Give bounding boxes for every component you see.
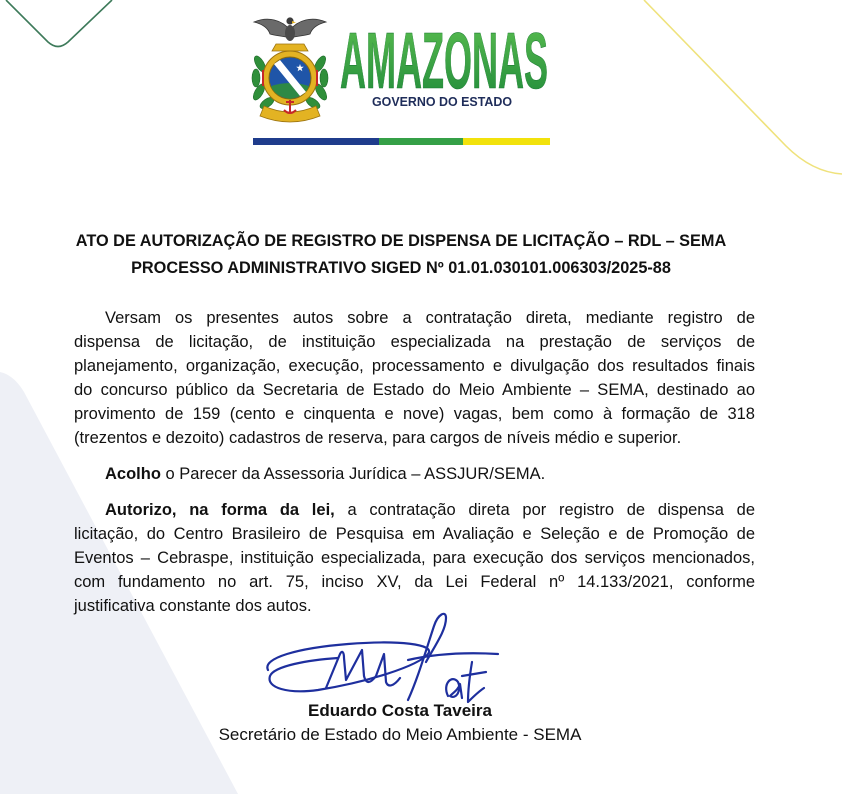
wordmark-text: AMAZONAS — [340, 26, 548, 105]
color-bar-green — [379, 138, 463, 145]
process-number: PROCESSO ADMINISTRATIVO SIGED Nº 01.01.030101.006303/2025-88 — [131, 259, 671, 277]
bold-lead: Acolho — [105, 465, 161, 483]
text-run: o Parecer da Assessoria Jurídica – ASSJUR/SEMA. — [165, 465, 546, 483]
handwritten-signature-icon — [258, 604, 504, 708]
signatory-name: Eduardo Costa Taveira — [308, 701, 492, 720]
text-line: licitação, do Centro Brasileiro de Pesquisa em Avaliação e Seleção e de Promoção de — [74, 525, 755, 543]
text-line — [105, 498, 755, 522]
text-line: Versam os presentes autos sobre a contratação direta, mediante registro de — [105, 309, 755, 327]
text-line: (trezentos e dezoito) cadastros de reserva, para cargos de níveis médio e superior. — [74, 429, 682, 447]
text-line: dispensa de licitação, de instituição especializada na prestação de serviços de — [74, 333, 755, 351]
text-line: Eventos – Cebraspe, instituição especializada, para execução dos serviços mencionados, — [74, 549, 755, 567]
text-line: planejamento, organização, execução, processamento e divulgação dos resultados finais — [74, 357, 755, 375]
text-line: do concurso público da Secretaria de Estado do Meio Ambiente – SEMA, destinado ao — [74, 381, 755, 399]
decor-green-curve — [6, 0, 112, 47]
amazonas-coat-of-arms-icon — [246, 14, 334, 126]
paragraph-acolho — [74, 462, 755, 486]
decor-yellow-curve — [644, 0, 842, 174]
document-title: ATO DE AUTORIZAÇÃO DE REGISTRO DE DISPENSA DE LICITAÇÃO – RDL – SEMA — [75, 232, 727, 250]
color-bar-blue — [253, 138, 379, 145]
amazonas-wordmark-logo — [338, 26, 552, 110]
text-line: com fundamento no art. 75, inciso XV, da Lei Federal nº 14.133/2021, conforme — [74, 573, 755, 591]
paragraph-autorizo — [74, 498, 755, 618]
color-bar-yellow — [463, 138, 550, 145]
bold-lead: Autorizo, na forma da lei, — [105, 501, 335, 519]
paragraph-context — [74, 306, 755, 450]
text-line: provimento de 159 (cento e cinquenta e nove) vagas, bem como à formação de 318 — [74, 405, 755, 423]
signatory-role: Secretário de Estado do Meio Ambiente - SEMA — [218, 725, 582, 744]
wordmark-subtitle: GOVERNO DO ESTADO — [372, 94, 512, 109]
eagle-icon — [254, 17, 326, 41]
text-run: a contratação direta por registro de dispensa de — [347, 501, 755, 519]
text-line — [105, 462, 755, 486]
text-line: justificativa constante dos autos. — [74, 597, 312, 615]
